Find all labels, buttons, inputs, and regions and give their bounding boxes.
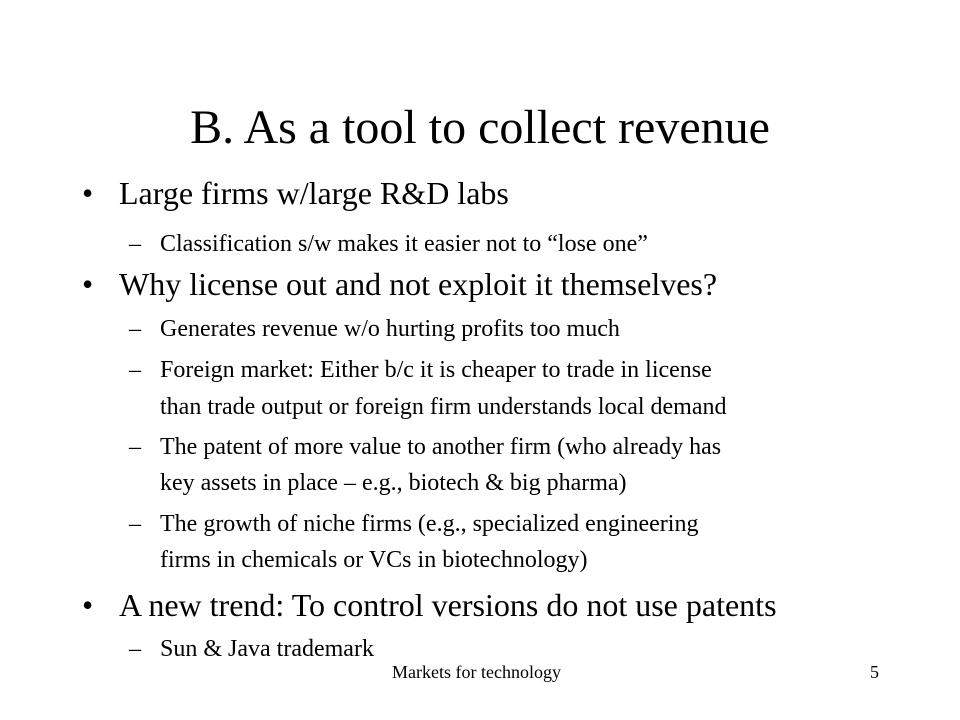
bullet-glyph: •: [82, 266, 94, 302]
subitem-niche-firms-line-2: firms in chemicals or VCs in biotechnology): [160, 547, 588, 573]
dash-glyph: –: [129, 511, 141, 537]
subitem-foreign-market-line-1: Foreign market: Either b/c it is cheaper to trade in license: [160, 357, 712, 383]
subitem-foreign-market-line-2: than trade output or foreign firm understands local demand: [160, 394, 727, 420]
dash-glyph: –: [129, 434, 141, 460]
bullet-glyph: •: [82, 175, 94, 211]
bullet-glyph: •: [82, 587, 94, 623]
subitem-patent-value-line-2: key assets in place – e.g., biotech & big pharma): [160, 470, 627, 496]
dash-glyph: –: [129, 636, 141, 662]
bullet-item-new-trend: A new trend: To control versions do not use patents: [119, 587, 777, 623]
page-number: 5: [870, 662, 879, 682]
subitem-generates-revenue: Generates revenue w/o hurting profits too much: [160, 316, 620, 342]
subitem-patent-value-line-1: The patent of more value to another firm (who already has: [160, 434, 722, 460]
subitem-sun-java: Sun & Java trademark: [160, 636, 374, 662]
bullet-item-large-firms: Large firms w/large R&D labs: [119, 175, 509, 211]
dash-glyph: –: [129, 357, 141, 383]
footer-label: Markets for technology: [392, 662, 561, 682]
subitem-classification: Classification s/w makes it easier not to “lose one”: [160, 231, 648, 257]
dash-glyph: –: [129, 231, 141, 257]
dash-glyph: –: [129, 316, 141, 342]
slide-title: B. As a tool to collect revenue: [190, 101, 770, 154]
bullet-item-why-license: Why license out and not exploit it themselves?: [119, 266, 718, 302]
subitem-niche-firms-line-1: The growth of niche firms (e.g., specialized engineering: [160, 511, 699, 537]
